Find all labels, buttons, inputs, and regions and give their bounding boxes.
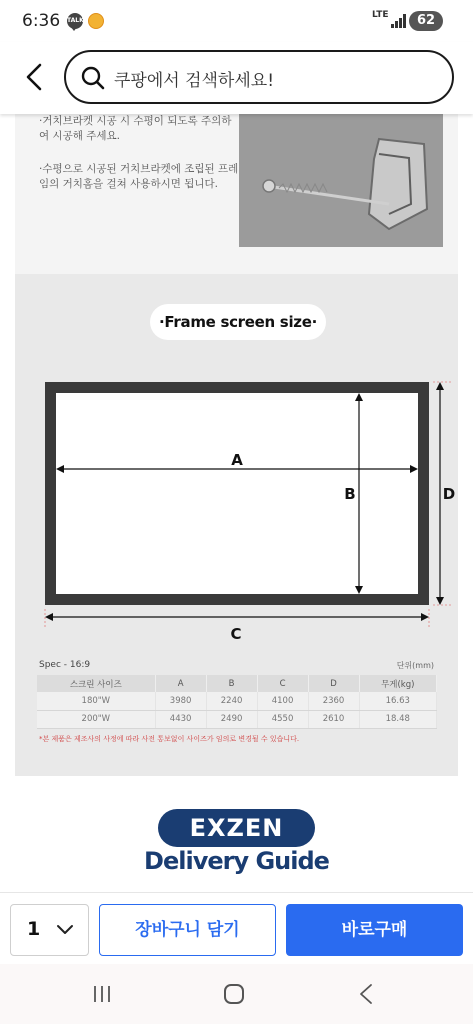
dimension-label-b: B [344,485,356,503]
installation-note-2: ·수평으로 시공된 거치브라켓에 조립된 프레임의 거치홈을 걸쳐 사용하시면 됩니다. [39,163,239,190]
spec-label: Spec - 16:9 [39,660,91,670]
battery-indicator: 62 [409,11,443,31]
dimension-label-d: D [442,485,456,503]
spec-header-cell: A [155,675,206,692]
spec-cell: 2240 [206,692,257,710]
spec-header-cell: C [257,675,308,692]
dimension-label-a: A [231,451,243,469]
talk-label: TALK [67,17,84,24]
spec-header-cell: D [308,675,359,692]
system-back-icon[interactable] [358,983,374,1005]
spec-unit: 단위(mm) [396,661,434,670]
recent-apps-icon[interactable] [92,984,112,1004]
kakaotalk-icon [67,13,83,29]
spec-table [37,675,437,729]
installation-note-1: ·거치브라켓 시공 시 수평이 되도록 주의하여 시공해 주세요. [39,115,232,142]
system-nav-bar [0,964,473,1024]
spec-cell: 16.63 [359,692,436,710]
spec-cell: 200"W [37,710,155,728]
spec-cell: 18.48 [359,710,436,728]
spec-header-cell: B [206,675,257,692]
table-row [37,710,437,728]
installation-section [15,114,458,274]
product-detail-image [15,114,458,776]
quantity-value: 1 [27,918,41,940]
add-to-cart-button[interactable]: 장바구니 담기 [99,904,276,956]
spec-header-cell: 무게(kg) [359,675,436,692]
spec-header-cell: 스크린 사이즈 [37,675,155,692]
spec-disclaimer: *본 제품은 제조사의 사정에 따라 사전 통보없이 사이즈가 임의로 변경될 수 있습니다. [39,735,300,743]
quantity-select[interactable] [10,904,89,956]
back-button[interactable] [18,60,50,94]
delivery-guide-title: Delivery Guide [144,847,329,875]
purchase-bar [0,892,473,964]
spec-cell: 2490 [206,710,257,728]
status-bar [0,0,473,42]
frame-size-title: ·Frame screen size· [150,304,326,340]
app-header [0,42,473,114]
frame-size-diagram [15,369,458,659]
spec-cell: 4550 [257,710,308,728]
bracket-illustration [239,114,443,247]
spec-cell: 2360 [308,692,359,710]
spec-cell: 180"W [37,692,155,710]
spec-header-row [37,675,437,692]
status-time: 6:36 [22,11,61,31]
search-placeholder: 쿠팡에서 검색하세요! [114,71,275,91]
brand-logo: EXZEN [158,809,315,847]
table-row [37,692,437,710]
spec-cell: 2610 [308,710,359,728]
home-icon[interactable] [224,984,244,1004]
signal-icon [391,14,407,28]
network-type: LTE [372,10,389,20]
bracket-photo [239,114,443,247]
notification-emoji-icon [88,13,104,29]
back-arrow-icon [18,60,50,94]
spec-cell: 4100 [257,692,308,710]
chevron-down-icon [56,923,74,937]
search-input[interactable] [64,50,454,104]
dimension-label-c: C [230,625,242,643]
spec-cell: 4430 [155,710,206,728]
buy-now-button[interactable]: 바로구매 [286,904,463,956]
spec-cell: 3980 [155,692,206,710]
search-icon [80,65,106,91]
